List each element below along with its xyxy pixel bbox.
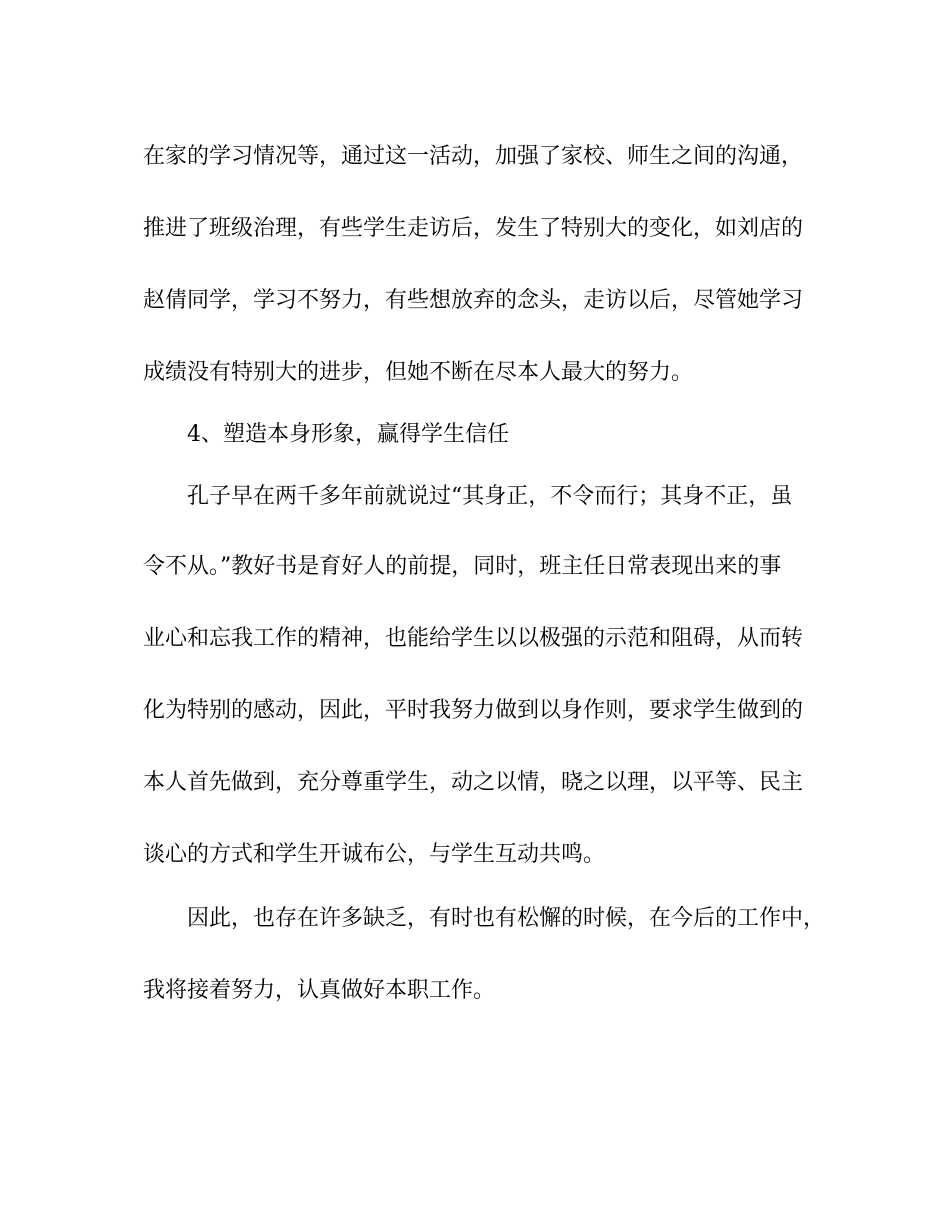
body-text-line: 化为特别的感动，因此，平时我努力做到以身作则，要求学生做到的 bbox=[143, 698, 804, 723]
body-text-line: 在家的学习情况等，通过这一活动，加强了家校、师生之间的沟通， bbox=[143, 144, 804, 169]
body-text-line: 推进了班级治理，有些学生走访后，发生了特别大的变化，如刘店的 bbox=[143, 216, 804, 241]
section-heading: 4、塑造本身形象，赢得学生信任 bbox=[187, 422, 509, 447]
body-text-line: 孔子早在两千多年前就说过“其身正，不令而行；其身不正，虽 bbox=[187, 484, 793, 509]
body-text-line: 我将接着努力，认真做好本职工作。 bbox=[143, 978, 496, 1003]
body-text-line: 因此，也存在许多缺乏，有时也有松懈的时候，在今后的工作中， bbox=[187, 906, 826, 931]
body-text-line: 本人首先做到，充分尊重学生，动之以情，晓之以理，以平等、民主 bbox=[143, 770, 804, 795]
body-text-line: 成绩没有特别大的进步，但她不断在尽本人最大的努力。 bbox=[143, 360, 694, 385]
body-text-line: 谈心的方式和学生开诚布公，与学生互动共鸣。 bbox=[143, 842, 606, 867]
body-text-line: 令不从。”教好书是育好人的前提，同时，班主任日常表现出来的事 bbox=[143, 554, 782, 579]
body-text-line: 赵倩同学，学习不努力，有些想放弃的念头，走访以后，尽管她学习 bbox=[143, 288, 804, 313]
body-text-line: 业心和忘我工作的精神，也能给学生以以极强的示范和阻碍，从而转 bbox=[143, 626, 804, 651]
